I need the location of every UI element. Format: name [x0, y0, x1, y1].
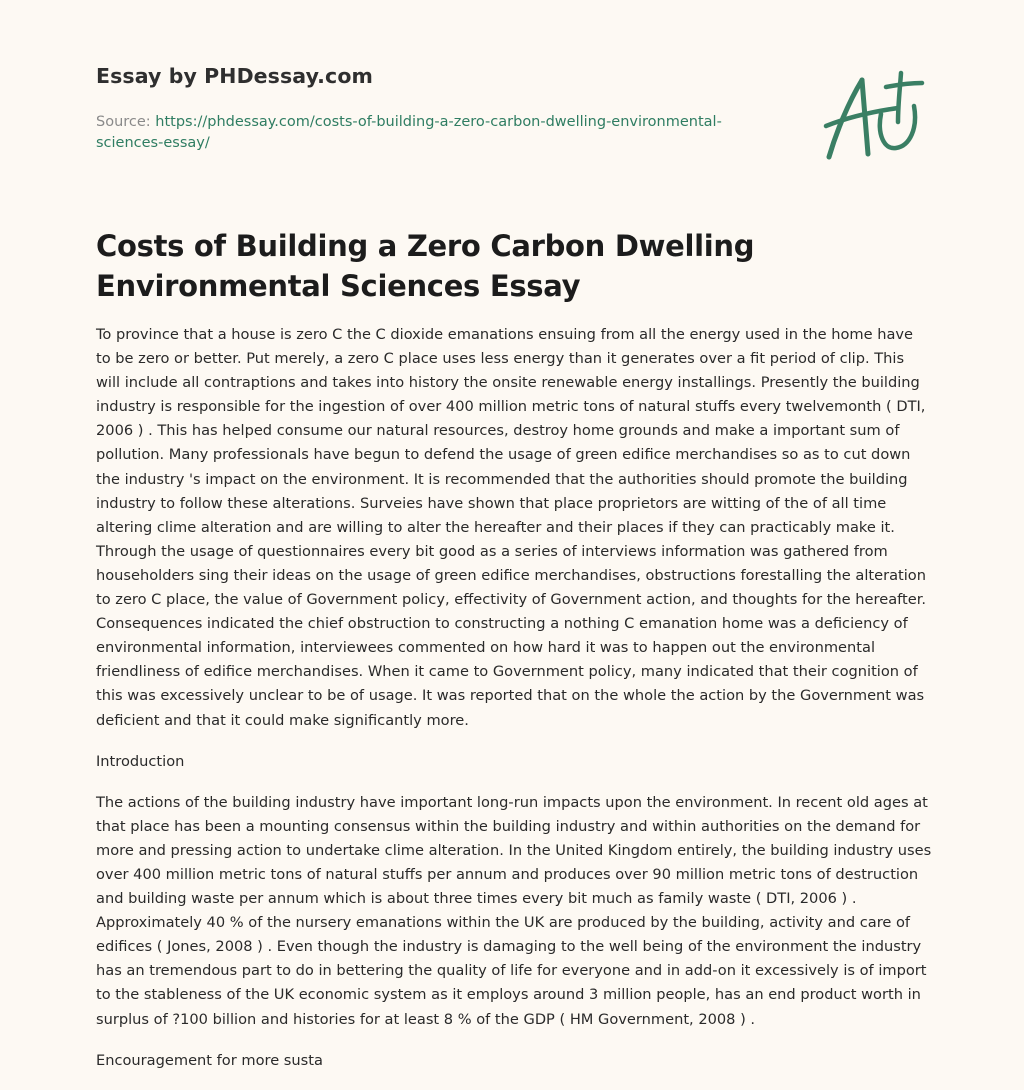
truncated-section-heading: Encouragement for more susta	[96, 1051, 323, 1069]
source-label: Source:	[96, 114, 156, 130]
brand-title: Essay by PHDessay.com	[96, 64, 373, 88]
section-heading-introduction: Introduction	[96, 752, 185, 770]
page-title: Costs of Building a Zero Carbon Dwelling Environmental Sciences Essay	[96, 229, 755, 303]
article-body	[96, 323, 932, 1090]
introduction-paragraph: The actions of the building industry have important long-run impacts upon the environment. In recent old ages at that place has been a mounting consensus within the building industry and within authorities on the demand for more and pressing action to undertake clime alteration. In the United Kingdom entirely, the building industry uses over 400 million metric tons of natural stuffs per annum and produces over 90 million metric tons of destruction and building waste per annum which is about three times every bit much as family waste ( DTI, 2006 ) . Approximately 40 % of the nursery emanations within the UK are produced by the building, activity and care of edifices ( Jones, 2008 ) . Even though the industry is damaging to the well being of the environment the industry has an tremendous part to do in bettering the quality of life for everyone and in add-on it excessively is of import to the stableness of the UK economic system as it employs around 3 million people, has an end product worth in surplus of ?100 billion and histories for at least 8 % of the GDP ( HM Government, 2008 ) .	[96, 793, 932, 1028]
source-link[interactable]: https://phdessay.com/costs-of-building-a-zero-carbon-dwelling-environmental-sciences-essay/	[96, 114, 722, 151]
source-line	[96, 112, 786, 154]
aplus-logo-icon	[818, 68, 928, 164]
aplus-logo	[818, 68, 928, 164]
abstract-paragraph: To province that a house is zero C the C dioxide emanations ensuing from all the energy used in the home have to be zero or better. Put merely, a zero C place uses less energy than it generates over a fit period of clip. This will include all contraptions and takes into history the onsite renewable energy installings. Presently the building industry is responsible for the ingestion of over 400 million metric tons of natural stuffs every twelvemonth ( DTI, 2006 ) . This has helped consume our natural resources, destroy home grounds and make a important sum of pollution. Many professionals have begun to defend the usage of green edifice merchandises so as to cut down the industry 's impact on the environment. It is recommended that the authorities should promote the building industry to follow these alterations. Surveies have shown that place proprietors are witting of the of all time altering clime alteration and are willing to alter the hereafter and their places if they can practicably make it. Through the usage of questionnaires every bit good as a series of interviews information was gathered from householders sing their ideas on the usage of green edifice merchandises, obstructions forestalling the alteration to zero C place, the value of Government policy, effectivity of Government action, and thoughts for the hereafter. Consequences indicated the chief obstruction to constructing a nothing C emanation home was a deficiency of environmental information, interviewees commented on how hard it was to happen out the environmental friendliness of edifice merchandises. When it came to Government policy, many indicated that their cognition of this was excessively unclear to be of usage. It was reported that on the whole the action by the Government was deficient and that it could make significantly more.	[96, 326, 927, 729]
